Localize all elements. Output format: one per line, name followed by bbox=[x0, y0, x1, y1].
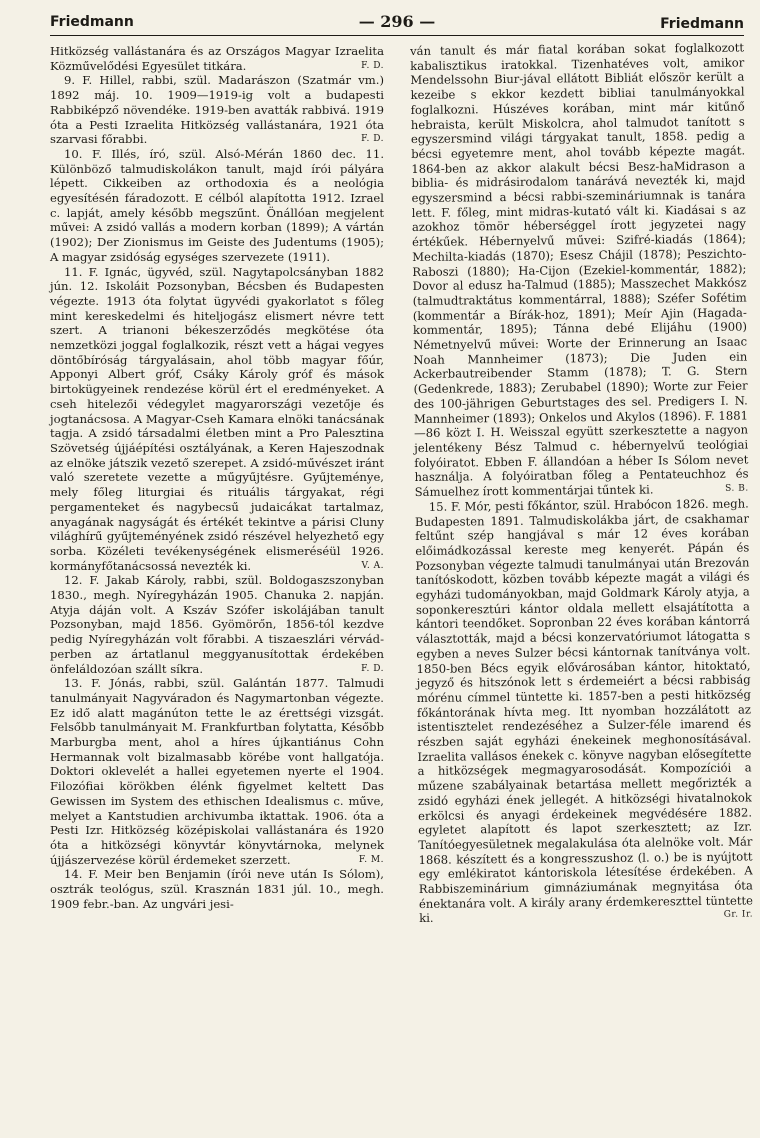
entry-paragraph bbox=[50, 73, 384, 147]
author-signature: F. D. bbox=[361, 663, 384, 674]
author-signature: V. A. bbox=[361, 560, 384, 571]
entry-text: 15. F. Mór, pesti főkántor, szül. Hrabócon 1826. megh. Budapesten 1891. Talmudiskolákba járt, de csakhamar feltűnt szép hangjával s már 12 éves korában előimádkozással kereste meg kenyerét. Pápán és Pozsonyban végezte talmudi tanulmányai után Brezován tanítóskodott, közben tovább képezte magát a világi és egyházi tudományokban, majd Goldmark Károly atyja, a soponkeresztúri kántor oldala mellett elsajátította a kántori teendőket. Sopronban 22 éves korában kántorrá választották, majd a bécsi konzervatóriumot látogatta s egyben a neves Sulzer bécsi kántornak tanítványa volt. 1850-ben Bécs egyik elővárosában kántor, hitoktató, jegyző és hitszónok lett s érdemeiért a bécsi rabbiság mórénu címmel tüntette ki. 1857-ben a pesti hitközség főkántorának hívta meg. Itt nyomban hozzálátott az istentisztelet rendezéséhez a Sulzer-féle imarend és részben saját egyházi énekeinek meghonosításával. Izraelita vallásos énekek c. könyve nagyban elősegítette a hitközségek megmagyarosodását. Kompozíciói a műzene szabályainak betartása mellett megőrizték a zsidó egyházi ének jellegét. A hitközségi hivatalnokok erkölcsi és anyagi érdekeinek megvédésére 1882. egyletet alapított és lapot szerkesztett; az Izr. Tanítóegyesületnek megalakulása óta alelnöke volt. Már 1868. készített és a kongresszushoz (l. o.) be is nyújtott egy emlékiratot kántoriskola létesítése érdekében. A Rabbiszeminárium gimnáziumának megnyitása óta énektanára volt. A király arany érdemkereszttel tüntette ki. bbox=[414, 496, 754, 926]
entry-text: 13. F. Jónás, rabbi, szül. Galántán 1877. Talmudi tanulmányait Nagyváradon és Nagymartonban végezte. Ez idő alatt magánúton tette le az érettségi vizsgát. Felsőbb tanulmányait M. Frankfurtban folytatta, Később Marburgba ment, ahol a híres újkantiánus Cohn Hermannak volt bizalmasabb körébe vont hallgatója. Doktori oklevelét a hallei egyetemen nyerte el 1904. Filozófiai körökben élénk figyelmet keltett Das Gewissen im System des ethischen Idealismus c. műve, melyet a Kantstudien archivumba iktattak. 1906. óta a Pesti Izr. Hitközség középiskolai vallástanára és 1920 óta a hitközségi könyvtár könyvtárnoka, melynek újjászervezése körül érdemeket szerzett. bbox=[50, 676, 384, 867]
author-signature: F. D. bbox=[361, 60, 384, 71]
author-signature: F. M. bbox=[358, 854, 384, 865]
author-signature: S. B. bbox=[725, 483, 749, 494]
entry-text: 14. F. Meir ben Benjamin (írói neve után Is Sólom), osztrák teológus, szül. Krasznán 1831 júl. 10., megh. 1909 febr.-ban. Az ungvári jesi- bbox=[50, 867, 384, 911]
entry-text: 9. F. Hillel, rabbi, szül. Madarászon (Szatmár vm.) 1892 máj. 10. 1909—1919-ig volt a budapesti Rabbiképző növendéke. 1919-ben avatták rabbivá. 1919 óta a Pesti Izraelita Hitközség vallástanára, 1921 óta szarvasi főrabbi. bbox=[50, 73, 384, 147]
entry-paragraph bbox=[410, 41, 749, 500]
page-number: — 296 — bbox=[358, 12, 436, 31]
entry-text: 12. F. Jakab Károly, rabbi, szül. Boldogaszszonyban 1830., megh. Nyíregyházán 1905. Chanuka 2. napján. Atyja dáján volt. A Kszáv Szófer iskolájában tanult Pozsonyban, majd 1856. Gyömörőn, 1856-tól kezdve pedig Nyíregyházán volt főrabbi. A tiszaeszlári vérvád-perben az ártatlanul meggyanusítottak érdekében önfeláldozóan szállt síkra. bbox=[50, 573, 384, 676]
running-header bbox=[50, 10, 744, 38]
entry-paragraph bbox=[50, 867, 384, 911]
entry-paragraph bbox=[50, 676, 384, 867]
author-signature: Gr. Ir. bbox=[723, 909, 754, 921]
right-column bbox=[410, 41, 753, 927]
header-right: Friedmann bbox=[660, 16, 744, 32]
entry-paragraph bbox=[415, 496, 753, 926]
entry-paragraph bbox=[50, 44, 384, 73]
header-rule bbox=[50, 35, 744, 36]
header-left: Friedmann bbox=[50, 14, 134, 30]
entry-text: ván tanult és már fiatal korában sokat foglalkozott kabalisztikus iratokkal. Tizenhatéves volt, amikor Mendelssohn Biur-jával ellátott Bibliát először került a kezeibe s ekkor kezdett bibliai tanulmányokkal foglalkozni. Húszéves korában, mint már kitűnő hebraista, került Miskolcra, ahol talmudot tanított s egyszersmind világi tárgyakat tanult, 1858. pedig a bécsi egyetemre ment, ahol tovább képezte magát. 1864-ben az akkor alakult bécsi Besz-haMidrason a biblia- és midrásirodalom tanárává nevezték ki, majd egyszersmind a bécsi rabbi-szemináriumnak is tanára lett. F. főleg, mint midras-kutató vált ki. Kiadásai s az azokhoz tömör héberséggel írott jegyzetei nagy értékűek. Hébernyelvű művei: Szifré-kiadás (1864); Mechilta-kiadás (1870); Esesz Chájil (1878); Peszichto-Raboszi (1880); Ha-Cijon (Ezekiel-kommentár, 1882); Dovor al edusz ha-Talmud (1885); Masszechet Makkósz (talmudtraktátus kommentárral, 1888); Széfer Sofétim (kommentár a Bírák-hoz, 1891); Meír Ajin (Hagada-kommentár, 1895); Tánna debé Elijáhu (1900) Németnyelvű művei: Worte der Erinnerung an Isaac Noah Mannheimer (1873); Die Juden ein Ackerbautreibender Stamm (1878); T. G. Stern (Gedenkrede, 1883); Zerubabel (1890); Worte zur Feier des 100-jährigen Geburtstages des sel. Predigers I. N. Mannheimer (1893); Onkelos und Akylos (1896). F. 1881—86 közt I. H. Weisszal együtt szerkesztette a nagyon jelentékeny Bész Talmud c. hébernyelvű teológiai folyóiratot. Ebben F. állandóan a héber Is Sólom nevet használja. A folyóiratban főleg a Pentateuchhoz és Sámuelhez írott kommentárjai tűntek ki. bbox=[410, 40, 749, 500]
entry-paragraph bbox=[50, 147, 384, 265]
left-column bbox=[50, 44, 384, 926]
entry-paragraph bbox=[50, 265, 384, 574]
entry-text: 10. F. Illés, író, szül. Alsó-Mérán 1860 dec. 11. Különböző talmudiskolákon tanult, majd írói pályára lépett. Cikkeiben az orthodoxia és a neológia egyesítésén fáradozott. E célból alapította 1912. Izrael c. lapját, amely később megszűnt. Önállóan megjelent művei: A zsidó vallás a modern korban (1899); A vártán (1902); Der Zionismus im Geiste des Judentums (1905); A magyar zsidóság egységes szervezete (1911). bbox=[50, 146, 384, 264]
entry-paragraph bbox=[50, 573, 384, 676]
entry-text: Hitközség vallástanára és az Országos Magyar Izraelita Közművelődési Egyesület titkára. bbox=[50, 44, 384, 73]
entry-text: 11. F. Ignác, ügyvéd, szül. Nagytapolcsányban 1882 jún. 12. Iskoláit Pozsonyban, Bécsben és Budapesten végezte. 1913 óta folytat ügyvédi gyakorlatot s főleg mint kereskedelmi és hiteljogász elismert névre tett szert. A trianoni békeszerződés megkötése óta nemzetközi joggal foglalkozik, részt vett a hágai vegyes döntőbíróság tárgyalásain, ahol több magyar főúr, Apponyi Albert gróf, Csáky Károly gróf és mások birtokügyeinek rendezése körül ért el eredményeket. A cseh hitelezői védegylet magyarországi vezetője és jogtanácsosa. A Magyar-Cseh Kamara elnöki tanácsának tagja. A zsidó társadalmi életben mint a Pro Palesztina Szövetség újjáépítési osztályának, a Keren Hajeszodnak az elnöke játszik vezető szerepet. A zsidó-művészet iránt való szeretete vezette a műgyűjtésre. Gyűjteménye, mely főleg liturgiai és rituális tárgyakat, régi pergamenteket és nagybecsű judaicákat tartalmaz, anyagának nagyságát és értékét tekintve a párisi Cluny világhírű gyűjteményének zsidó részével helyezhető egy sorba. Közéleti tevékenységének elismeréséül 1926. kormányfőtanácsossá nevezték ki. bbox=[50, 264, 384, 573]
author-signature: F. D. bbox=[361, 134, 384, 145]
